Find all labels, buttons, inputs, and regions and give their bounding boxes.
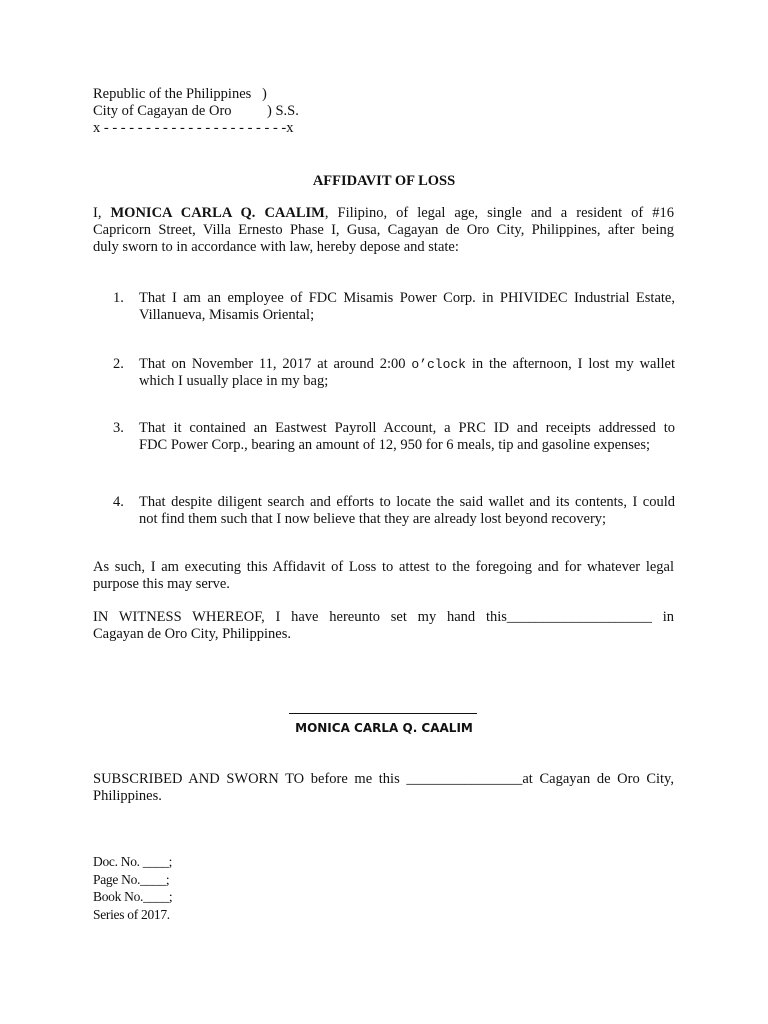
series-year: Series of 2017. (93, 906, 170, 922)
caption-paren: ) (262, 86, 267, 102)
intro-line-2: Capricorn Street, Villa Ernesto Phase I, Gusa, Cagayan de Oro City, Philippines, after being (93, 222, 674, 238)
document-title: AFFIDAVIT OF LOSS (312, 173, 456, 189)
item-number: 1. (113, 290, 124, 306)
witness-line-1: IN WITNESS WHEREOF, I have hereunto set my hand this____________________ in (93, 609, 674, 625)
jurat-line-1: SUBSCRIBED AND SWORN TO before me this ________________at Cagayan de Oro City, (93, 771, 674, 787)
intro-line-1-rest: , Filipino, of legal age, single and a resident of #16 (324, 205, 675, 221)
intro-paragraph (93, 205, 674, 256)
witness-line-2: Cagayan de Oro City, Philippines. (93, 626, 292, 642)
caption-ss: ) S.S. (267, 103, 299, 119)
jurat-paragraph (93, 771, 674, 805)
executing-line-1: As such, I am executing this Affidavit of Loss to attest to the foregoing and for whatever legal (93, 559, 674, 575)
item-line: which I usually place in my bag; (139, 373, 329, 389)
caption-row-republic (93, 86, 333, 103)
intro-line-3: duly sworn to in accordance with law, hereby depose and state: (93, 239, 459, 255)
caption-republic: Republic of the Philippines (93, 86, 252, 102)
item-line: That despite diligent search and efforts to locate the said wallet and its contents, I could (139, 494, 675, 510)
case-caption (93, 86, 333, 137)
signature-line (289, 713, 477, 714)
item-line (139, 356, 675, 373)
item-line: Villanueva, Misamis Oriental; (139, 307, 315, 323)
intro-prefix: I, (93, 205, 102, 221)
witness-paragraph (93, 609, 674, 643)
doc-number: Doc. No. ____; (93, 854, 173, 869)
item-line: not find them such that I now believe that they are already lost beyond recovery; (139, 511, 607, 527)
jurat-line-2: Philippines. (93, 788, 162, 804)
caption-row-city (93, 103, 333, 120)
executing-paragraph (93, 559, 674, 593)
item-text: That on November 11, 2017 at around 2:00 (139, 356, 406, 372)
executing-line-2: purpose this may serve. (93, 576, 230, 592)
notarial-register (93, 853, 172, 923)
caption-x-line: x - - - - - - - - - - - - - - - - - - - - - -x (93, 120, 294, 136)
caption-city: City of Cagayan de Oro (93, 103, 232, 119)
item-number: 4. (113, 494, 124, 510)
signatory-name: MONICA CARLA Q. CAALIM (295, 721, 473, 735)
item-line: That I am an employee of FDC Misamis Power Corp. in PHIVIDEC Industrial Estate, (139, 290, 675, 306)
item-line: FDC Power Corp., bearing an amount of 12, 950 for 6 meals, tip and gasoline expenses; (139, 437, 651, 453)
affiant-name: MONICA CARLA Q. CAALIM (110, 205, 325, 221)
item-number: 2. (113, 356, 124, 372)
item-text: in the afternoon, I lost my wallet (471, 356, 675, 372)
book-number: Book No.____; (93, 889, 173, 904)
item-line: That it contained an Eastwest Payroll Account, a PRC ID and receipts addressed to (139, 420, 675, 436)
intro-line-1 (93, 205, 674, 222)
item-text-mono: o’clock (411, 357, 466, 372)
item-number: 3. (113, 420, 124, 436)
page-number: Page No.____; (93, 871, 170, 887)
